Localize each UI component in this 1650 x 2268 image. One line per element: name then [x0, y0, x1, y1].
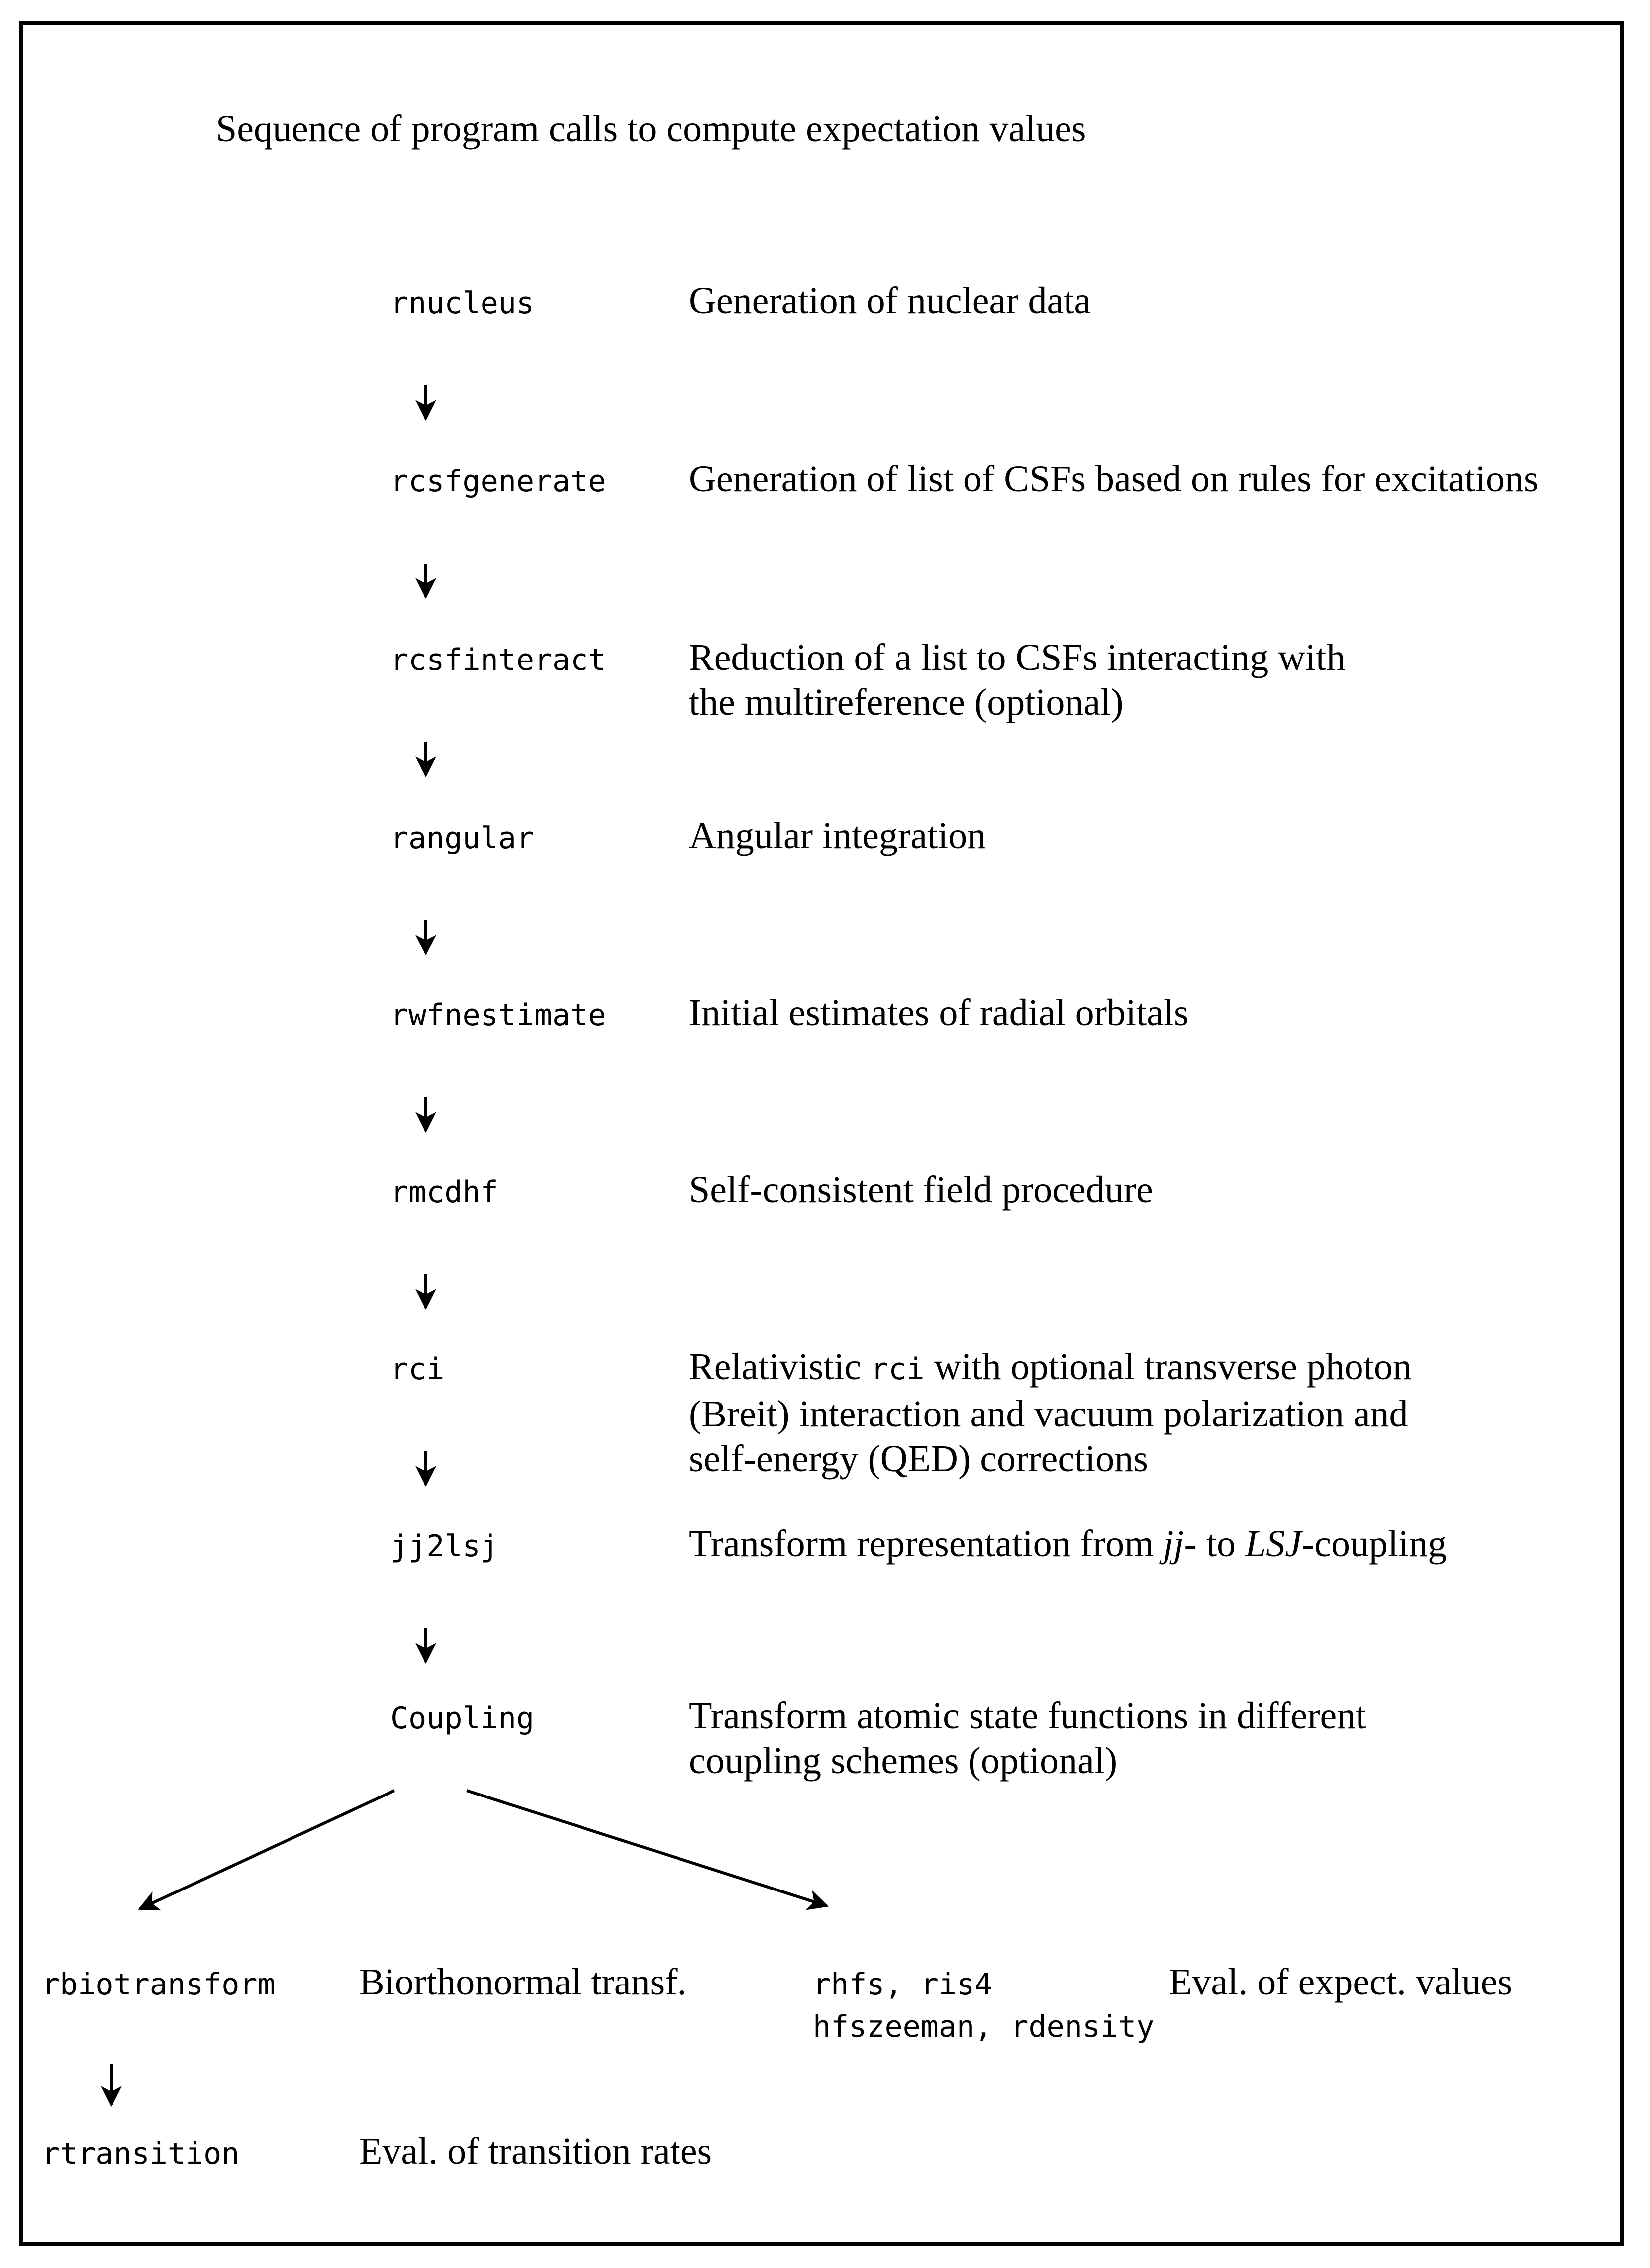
description-text: with optional transverse photon: [924, 1346, 1412, 1388]
description-line: Reduction of a list to CSFs interacting with: [689, 637, 1346, 678]
program-rci: rci: [390, 1352, 445, 1387]
description-text: - to: [1184, 1523, 1245, 1565]
description-rci: [689, 1344, 1412, 1481]
italic-jj: jj: [1163, 1523, 1184, 1565]
description-line: Self-consistent field procedure: [689, 1169, 1153, 1211]
description-jj2lsj: [689, 1521, 1447, 1566]
program-rcsfgenerate: rcsfgenerate: [390, 464, 606, 499]
description-rwfnestimate: [689, 990, 1189, 1035]
description-rcsfinteract: [689, 635, 1345, 725]
program-rangular: rangular: [390, 821, 534, 855]
description-line: [689, 1344, 1412, 1392]
description-line: [689, 1521, 1447, 1566]
description-rbiotransform: Biorthonormal transf.: [359, 1961, 687, 2003]
program-coupling: Coupling: [390, 1701, 534, 1736]
description-text: -coupling: [1301, 1523, 1447, 1565]
programs-hfszeeman-rdensity: hfszeeman, rdensity: [813, 2009, 1155, 2044]
description-line: Angular integration: [689, 815, 986, 856]
program-rwfnestimate: rwfnestimate: [390, 998, 606, 1033]
program-rcsfinteract: rcsfinteract: [390, 643, 606, 677]
description-line: self-energy (QED) corrections: [689, 1438, 1148, 1480]
description-line: coupling schemes (optional): [689, 1740, 1118, 1782]
description-line: Transform atomic state functions in different: [689, 1695, 1366, 1737]
italic-lsj: LSJ: [1245, 1523, 1302, 1565]
description-text: Relativistic: [689, 1346, 871, 1388]
program-rnucleus: rnucleus: [390, 286, 534, 321]
program-rmcdhf: rmcdhf: [390, 1175, 498, 1210]
description-text: Transform representation from: [689, 1523, 1164, 1565]
description-rtransition: Eval. of transition rates: [359, 2130, 712, 2172]
programs-rhfs-ris4: rhfs, ris4: [813, 1967, 993, 2002]
description-rnucleus: [689, 279, 1091, 323]
description-rcsfgenerate: [689, 457, 1539, 501]
figure-border: [19, 21, 1624, 2246]
description-rangular: [689, 813, 986, 858]
description-line: the multireference (optional): [689, 681, 1124, 723]
description-rmcdhf: [689, 1167, 1153, 1212]
description-expect-values: Eval. of expect. values: [1169, 1961, 1513, 2003]
description-line: Initial estimates of radial orbitals: [689, 992, 1189, 1034]
inline-code: rci: [871, 1352, 925, 1387]
description-line: Generation of nuclear data: [689, 280, 1091, 322]
description-line: (Breit) interaction and vacuum polarization and: [689, 1393, 1408, 1435]
program-rbiotransform: rbiotransform: [42, 1967, 276, 2002]
description-coupling: [689, 1694, 1366, 1783]
figure-title: Sequence of program calls to compute expectation values: [216, 108, 1086, 150]
description-line: Generation of list of CSFs based on rules for excitations: [689, 458, 1539, 500]
program-rtransition: rtransition: [42, 2136, 240, 2171]
program-jj2lsj: jj2lsj: [390, 1529, 498, 1564]
